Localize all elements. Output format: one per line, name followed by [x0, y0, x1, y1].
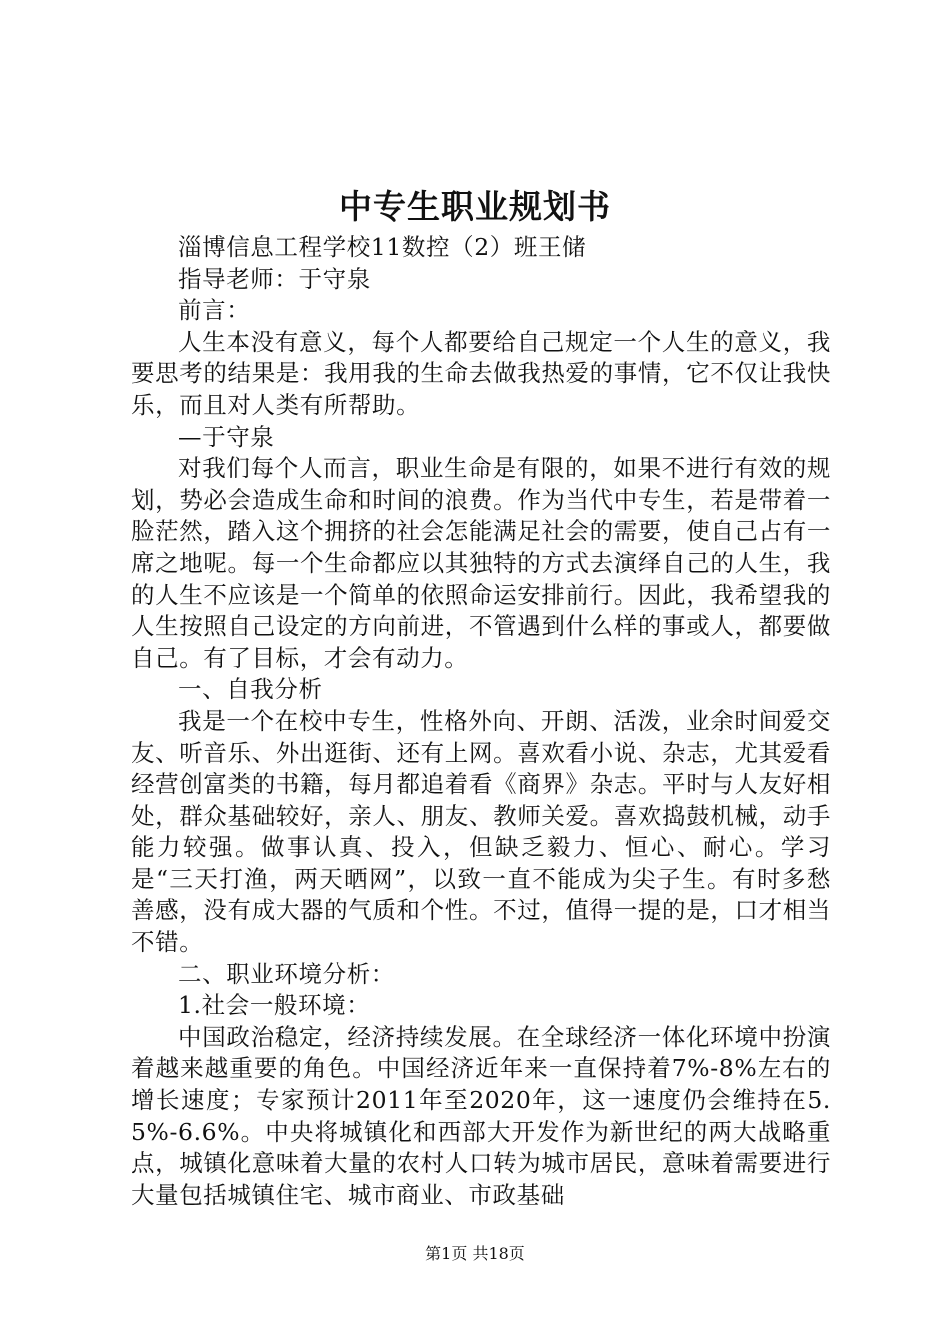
intro-paragraph: 对我们每个人而言，职业生命是有限的，如果不进行有效的规划，势必会造成生命和时间的浪费。作为当代中专生，若是带着一脸茫然，踏入这个拥挤的社会怎能满足社会的需要，使自己占有一席之地呢。每一个生命都应以其独特的方式去演绎自己的人生，我的人生不应该是一个简单的依照命运安排前行。因此，我希望我的人生按照自己设定的方向前进，不管遇到什么样的事或人，都要做自己。有了目标，才会有动力。 — [131, 454, 831, 672]
document-body — [131, 232, 831, 1211]
subsection-heading-social: 1.社会一般环境： — [178, 991, 371, 1020]
author-line: 淄博信息工程学校11数控（2）班王储 — [178, 233, 587, 261]
advisor-line: 指导老师：于守泉 — [178, 264, 371, 293]
page-footer: 第1页 共18页 — [425, 1244, 525, 1263]
self-analysis-paragraph: 我是一个在校中专生，性格外向、开朗、活泼，业余时间爱交友、听音乐、外出逛街、还有上网。喜欢看小说、杂志，尤其爱看经营创富类的书籍，每月都追着看《商界》杂志。平时与人友好相处，群众基础较好，亲人、朋友、教师关爱。喜欢捣鼓机械，动手能力较强。做事认真、投入，但缺乏毅力、恒心、耐心。学习是“三天打渔，两天晒网”，以致一直不能成为尖子生。有时多愁善感，没有成大器的气质和个性。不过，值得一提的是，口才相当不错。 — [131, 706, 831, 957]
preface-heading: 前言： — [178, 296, 251, 325]
social-environment-paragraph: 中国政治稳定，经济持续发展。在全球经济一体化环境中扮演着越来越重要的角色。中国经济近年来一直保持着7%-8%左右的增长速度；专家预计2011年至2020年，这一速度仍会维持在5.5%-6.6%。中央将城镇化和西部大开发作为新世纪的两大战略重点，城镇化意味着大量的农村人口转为城市居民，意味着需要进行大量包括城镇住宅、城市商业、市政基础 — [131, 1022, 831, 1209]
section-heading-environment: 二、职业环境分析： — [178, 959, 395, 988]
quote-attribution: —于守泉 — [178, 422, 275, 451]
section-heading-self-analysis: 一、自我分析 — [178, 675, 323, 704]
preface-quote: 人生本没有意义，每个人都要给自己规定一个人生的意义，我要思考的结果是：我用我的生命去做我热爱的事情，它不仅让我快乐，而且对人类有所帮助。 — [131, 327, 831, 419]
document-title: 中专生职业规划书 — [339, 187, 611, 226]
